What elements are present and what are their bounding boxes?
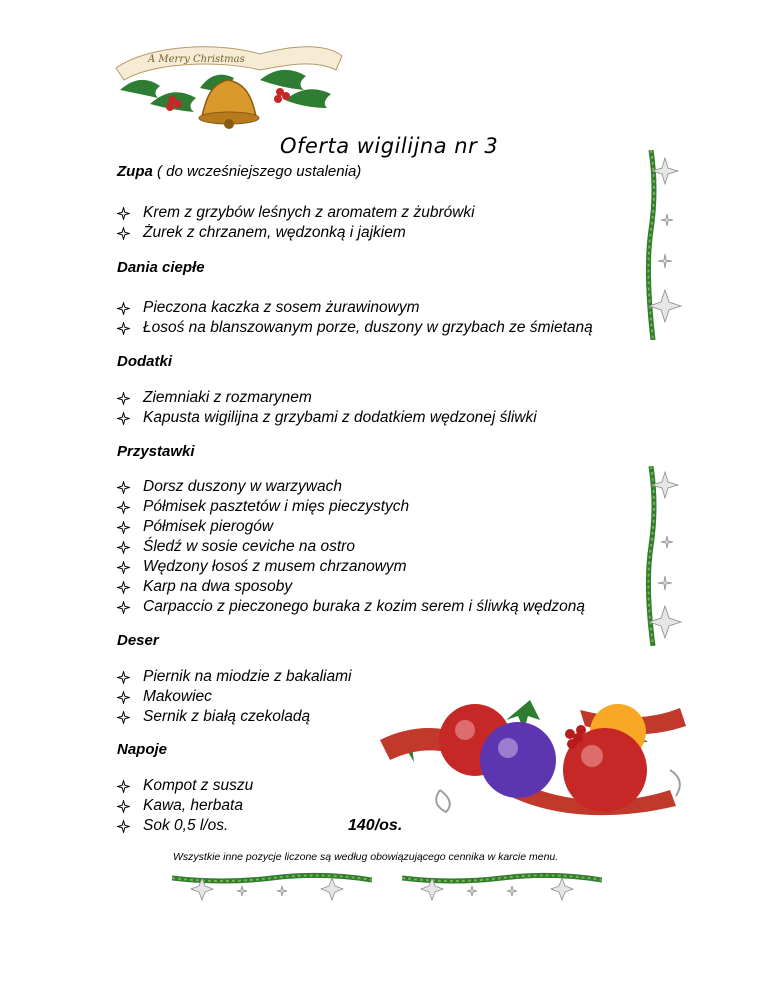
section-list-deser	[117, 667, 351, 727]
star-garland-icon	[643, 150, 683, 340]
menu-item: Kompot z suszu	[117, 776, 253, 796]
menu-item: Żurek z chrzanem, wędzonką i jajkiem	[117, 223, 475, 243]
menu-item: Pieczona kaczka z sosem żurawinowym	[117, 298, 593, 318]
menu-item: Półmisek pasztetów i mięs pieczystych	[117, 497, 585, 517]
menu-item: Piernik na miodzie z bakaliami	[117, 667, 351, 687]
star-bullet-icon	[117, 780, 143, 793]
page-title: Oferta wigilijna nr 3	[280, 134, 499, 158]
menu-item: Śledź w sosie ceviche na ostro	[117, 537, 585, 557]
star-bullet-icon	[117, 302, 143, 315]
menu-item: Sok 0,5 l/os.	[117, 816, 253, 836]
star-bullet-icon	[117, 521, 143, 534]
star-bullet-icon	[117, 207, 143, 220]
section-list-napoje	[117, 776, 253, 836]
star-bullet-icon	[117, 322, 143, 335]
menu-item: Kapusta wigilijna z grzybami z dodatkiem wędzonej śliwki	[117, 408, 537, 428]
section-heading-dodatki: Dodatki	[117, 353, 173, 370]
star-bullet-icon	[117, 412, 143, 425]
menu-item: Carpaccio z pieczonego buraka z kozim serem i śliwką wędzoną	[117, 597, 585, 617]
section-heading: Zupa	[117, 163, 153, 180]
star-bullet-icon	[117, 561, 143, 574]
star-bullet-icon	[117, 501, 143, 514]
menu-item: Kawa, herbata	[117, 796, 253, 816]
section-list-przystawki	[117, 477, 585, 617]
menu-item: Półmisek pierogów	[117, 517, 585, 537]
star-garland-icon	[643, 466, 683, 646]
star-garland-icon	[172, 872, 372, 902]
star-bullet-icon	[117, 671, 143, 684]
banner-text: A Merry Christmas	[148, 54, 245, 65]
star-bullet-icon	[117, 711, 143, 724]
section-heading-przystawki: Przystawki	[117, 443, 195, 460]
star-bullet-icon	[117, 691, 143, 704]
star-bullet-icon	[117, 581, 143, 594]
star-bullet-icon	[117, 820, 143, 833]
star-bullet-icon	[117, 541, 143, 554]
menu-item: Łosoś na blanszowanym porze, duszony w grzybach ze śmietaną	[117, 318, 593, 338]
menu-item: Sernik z białą czekoladą	[117, 707, 351, 727]
star-bullet-icon	[117, 392, 143, 405]
christmas-bell-icon	[110, 40, 350, 132]
menu-item: Krem z grzybów leśnych z aromatem z żubrówki	[117, 203, 475, 223]
section-heading-napoje: Napoje	[117, 741, 168, 758]
section-heading-dania-cieple: Dania ciepłe	[117, 259, 205, 276]
star-bullet-icon	[117, 800, 143, 813]
section-list-zupa	[117, 203, 475, 243]
menu-item: Dorsz duszony w warzywach	[117, 477, 585, 497]
menu-item: Ziemniaki z rozmarynem	[117, 388, 537, 408]
menu-item: Wędzony łosoś z musem chrzanowym	[117, 557, 585, 577]
footer-note: Wszystkie inne pozycje liczone są według obowiązującego cennika w karcie menu.	[173, 851, 559, 863]
section-list-dodatki	[117, 388, 537, 428]
star-bullet-icon	[117, 601, 143, 614]
star-bullet-icon	[117, 227, 143, 240]
menu-item: Karp na dwa sposoby	[117, 577, 585, 597]
star-garland-icon	[402, 872, 602, 902]
menu-item: Makowiec	[117, 687, 351, 707]
section-note: ( do wcześniejszego ustalenia)	[157, 163, 362, 180]
section-heading-zupa	[117, 163, 361, 180]
price-label: 140/os.	[348, 817, 403, 834]
section-heading-deser: Deser	[117, 632, 159, 649]
star-bullet-icon	[117, 481, 143, 494]
christmas-ornaments-icon	[380, 690, 700, 820]
section-list-dania-cieple	[117, 298, 593, 338]
